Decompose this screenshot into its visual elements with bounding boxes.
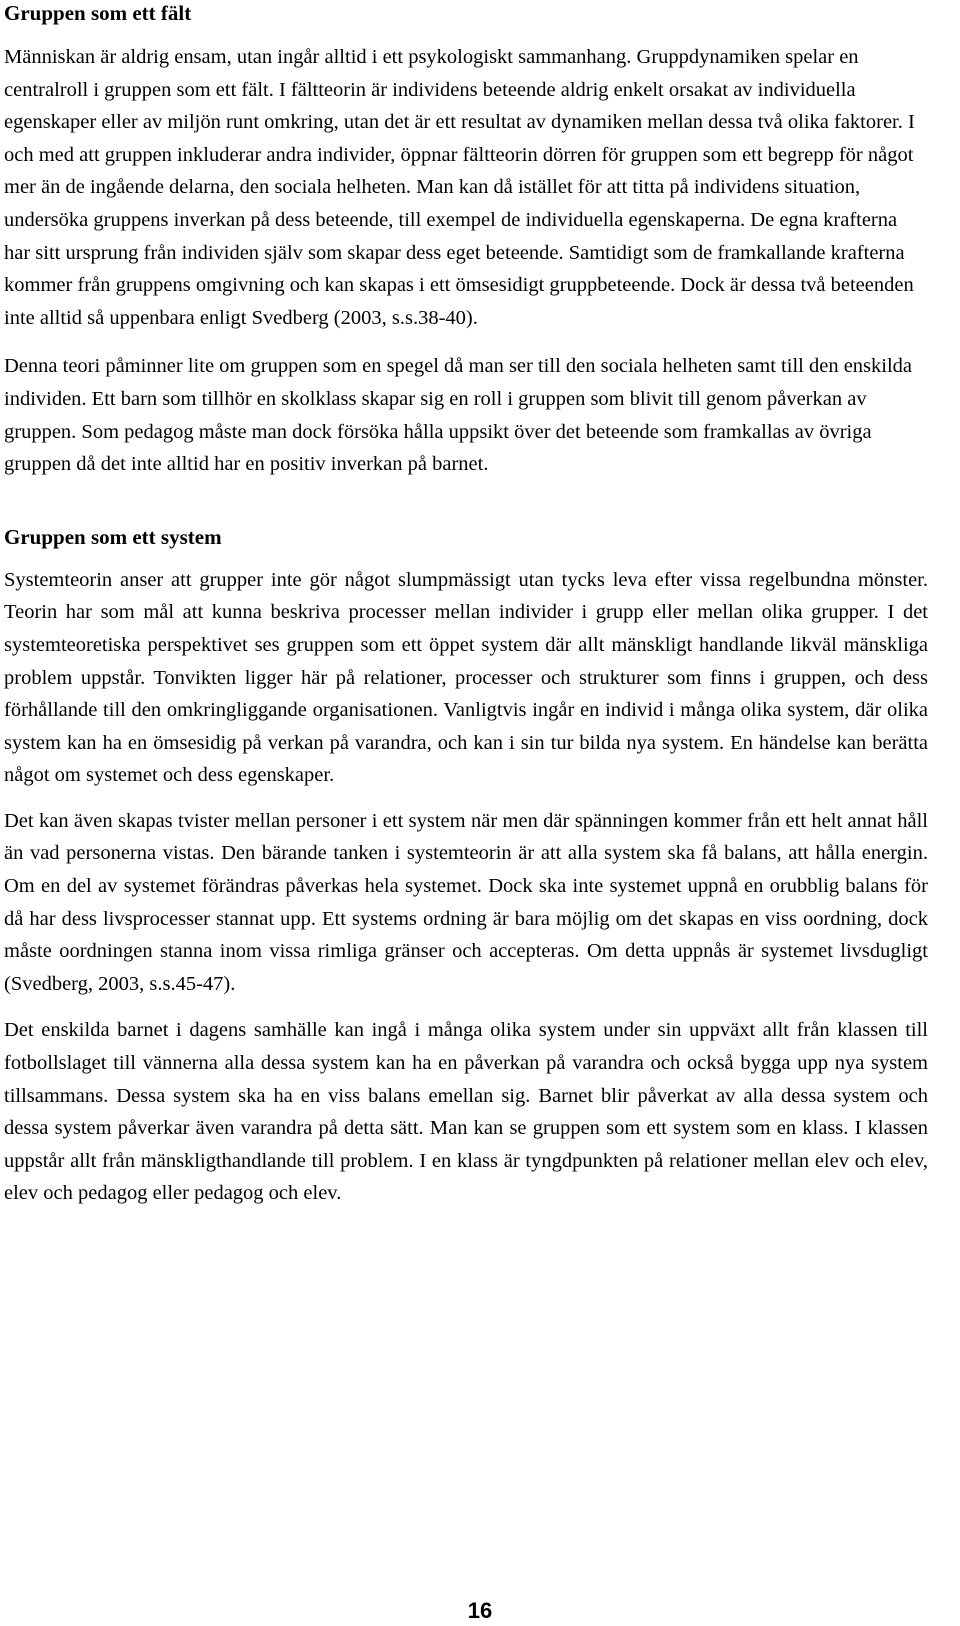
paragraph: Det kan även skapas tvister mellan personer i ett system när men där spänningen kommer från ett helt annat håll än vad personerna vistas. Den bärande tanken i systemteorin är att alla system ska få balans, att hålla energin. Om en del av systemet förändras påverkas hela systemet. Dock ska inte systemet uppnå en orubblig balans för då har dess livsprocesser stannat upp. Ett systems ordning är bara möjlig om det skapas en viss oordning, dock måste oordningen stanna inom vissa rimliga gränser och accepteras. Om detta uppnås är systemet livsdugligt (Svedberg, 2003, s.s.45-47). [4,809,928,995]
paragraph: Människan är aldrig ensam, utan ingår alltid i ett psykologiskt sammanhang. Gruppdynamiken spelar en centralroll i gruppen som ett fält. I fältteorin är individens beteende aldrig enkelt orsakat av individuella egenskaper eller av miljön runt omkring, utan det är ett resultat av dynamiken mellan dessa två olika faktorer. I och med att gruppen inkluderar andra individer, öppnar fältteorin dörren för gruppen som ett begrepp för något mer än de ingående delarna, den sociala helheten. Man kan då istället för att titta på individens situation, undersöka gruppens inverkan på dess beteende, till exempel de individuella egenskaperna. De egna krafterna har sitt ursprung från individen själv som skapar dess eget beteende. Samtidigt som de framkallande krafterna kommer från gruppens omgivning och kan skapas i ett ömsesidigt gruppbeteende. Dock är dessa två beteenden inte alltid så uppenbara enligt Svedberg (2003, s.s.38-40). [4,46,915,329]
page-content [4,0,928,1210]
paragraph: Systemteorin anser att grupper inte gör något slumpmässigt utan tycks leva efter vissa regelbundna mönster. Teorin har som mål att kunna beskriva processer mellan individer i grupp eller mellan olika grupper. I det systemteoretiska perspektivet ses gruppen som ett öppet system där allt mänskligt handlande likväl mänskliga problem uppstår. Tonvikten ligger här på relationer, processer och strukturer som finns i gruppen, och dess förhållande till den omkringliggande organisationen. Vanligtvis ingår en individ i många olika system, där olika system kan ha en ömsesidig på verkan på varandra, och kan i sin tur bilda nya system. En händelse kan berätta något om systemet och dess egenskaper. [4,568,928,787]
section-heading-faltteori: Gruppen som ett fält [4,1,192,25]
section-heading-systemteori: Gruppen som ett system [4,524,222,549]
paragraph: Denna teori påminner lite om gruppen som en spegel då man ser till den sociala helheten samt till den enskilda individen. Ett barn som tillhör en skolklass skapar sig en roll i gruppen som blivit till genom påverkan av gruppen. Som pedagog måste man dock försöka hålla uppsikt över det beteende som framkallas av övriga gruppen då det inte alltid har en positiv inverkan på barnet. [4,355,913,476]
paragraph: Det enskilda barnet i dagens samhälle kan ingå i många olika system under sin uppväxt allt från klassen till fotbollslaget till vännerna alla dessa system kan ha en påverkan på varandra och också bygga upp nya system tillsammans. Dessa system ska ha en viss balans emellan sig. Barnet blir påverkat av alla dessa system och dessa system påverkar även varandra på detta sätt. Man kan se gruppen som ett system som en klass. I klassen uppstår allt från mänskligthandlande till problem. I en klass är tyngdpunkten på relationer mellan elev och elev, elev och pedagog eller pedagog och elev. [4,1019,928,1205]
page-number: 16 [467,1598,493,1623]
